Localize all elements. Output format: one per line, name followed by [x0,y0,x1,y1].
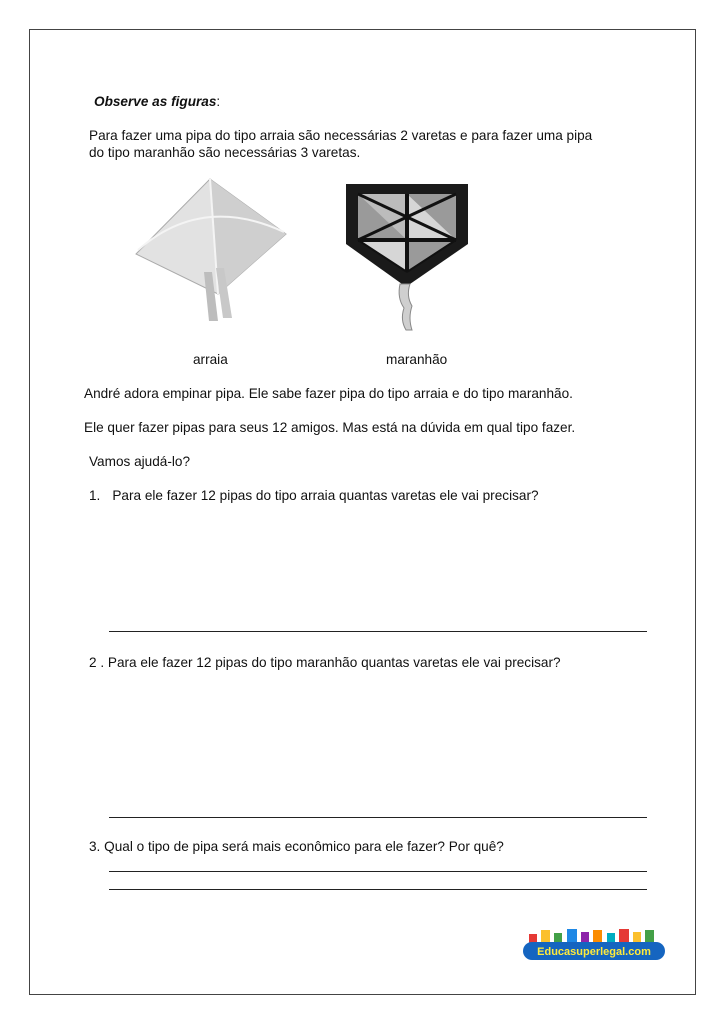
intro-line-1: Para fazer uma pipa do tipo arraia são necessárias 2 varetas e para fazer uma pipa [89,128,593,143]
question-3-text: Qual o tipo de pipa será mais econômico para ele fazer? Por quê? [104,839,504,854]
question-2-number: 2 . [89,655,105,670]
arraia-kite-image [132,176,288,324]
arraia-caption: arraia [193,352,228,367]
story-paragraph-1: André adora empinar pipa. Ele sabe fazer pipa do tipo arraia e do tipo maranhão. [84,386,573,401]
intro-heading: Observe as figuras [94,94,217,109]
story-paragraph-3: Vamos ajudá-lo? [89,454,191,469]
logo-text: Educasuperlegal.com [537,946,651,958]
answer-line-3a[interactable] [109,871,647,872]
answer-line-2[interactable] [109,817,647,818]
question-1 [89,487,539,504]
question-3 [89,838,504,855]
answer-line-1[interactable] [109,631,647,632]
question-2 [89,654,561,671]
maranhao-caption: maranhão [386,352,448,367]
question-3-number: 3. [89,839,101,854]
question-2-text: Para ele fazer 12 pipas do tipo maranhão quantas varetas ele vai precisar? [107,655,561,670]
intro-heading-line [94,93,220,110]
maranhao-kite-image [342,180,472,332]
question-1-number: 1. [89,488,101,503]
intro-heading-colon: : [216,94,221,109]
story-paragraph-2: Ele quer fazer pipas para seus 12 amigos. Mas está na dúvida em qual tipo fazer. [84,420,576,435]
question-1-text: Para ele fazer 12 pipas do tipo arraia quantas varetas ele vai precisar? [112,488,539,503]
intro-line-2: do tipo maranhão são necessárias 3 varetas. [89,145,361,160]
answer-line-3b[interactable] [109,889,647,890]
educasuperlegal-logo [521,928,667,964]
